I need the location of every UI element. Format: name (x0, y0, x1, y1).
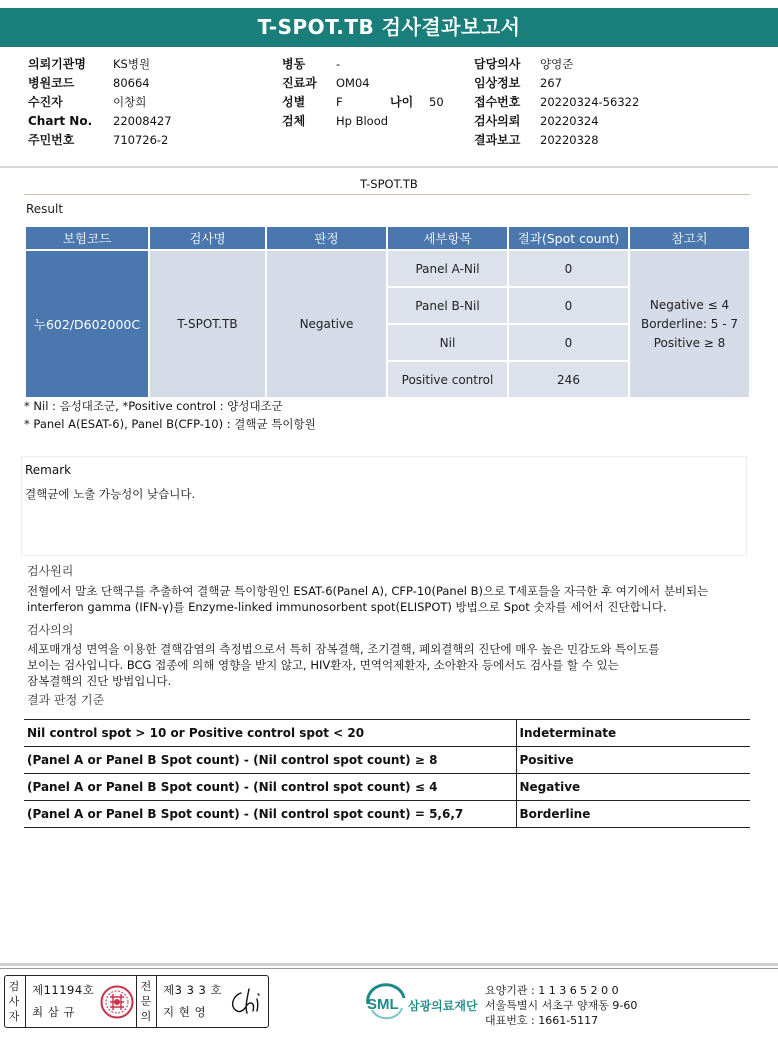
specialist-label-char: 전 (140, 980, 152, 993)
info-value: F (336, 95, 343, 109)
examiner-label-char: 사 (8, 995, 20, 1008)
info-row (28, 74, 172, 93)
info-row (474, 112, 639, 131)
info-label: 진료과 (282, 76, 317, 90)
footer-rule (0, 968, 778, 969)
header-divider (0, 166, 778, 168)
info-row (28, 55, 172, 74)
table-row (24, 747, 750, 774)
divider (25, 976, 26, 1027)
info-label: 병동 (282, 57, 306, 71)
criteria-condition: (Panel A or Panel B Spot count) - (Nil control spot count) ≤ 4 (24, 774, 516, 801)
table-row (24, 774, 750, 801)
criteria-result: Borderline (516, 801, 750, 828)
header-insurance-code: 보험코드 (25, 226, 149, 250)
header-detail-item: 세부항목 (387, 226, 508, 250)
info-row (28, 131, 172, 150)
info-row (282, 93, 444, 112)
significance-line: 잠복결핵의 진단 방법입니다. (27, 674, 172, 688)
spot-count-cell: 0 (508, 287, 629, 324)
logo-letters: SML (367, 996, 399, 1013)
info-label: 담당의사 (474, 57, 521, 71)
info-value: 이창희 (113, 95, 147, 109)
report-title: T-SPOT.TB 검사결과보고서 (0, 8, 778, 47)
info-value: OM04 (336, 76, 370, 90)
info-value: 20220324-56322 (540, 95, 640, 109)
sml-logo (364, 982, 484, 1024)
remark-box (21, 456, 747, 556)
org-info-line: 대표번호 : 1661-5117 (485, 1014, 599, 1027)
info-label: 주민번호 (28, 133, 75, 147)
examiner-name: 최 삼 규 (32, 1005, 76, 1019)
remark-label: Remark (25, 463, 72, 477)
criteria-table (24, 719, 750, 828)
criteria-condition: Nil control spot > 10 or Positive control spot < 20 (24, 720, 516, 747)
result-header-row (25, 226, 750, 250)
detail-item-cell: Panel B-Nil (387, 287, 508, 324)
reference-line: Borderline: 5 - 7 (641, 316, 738, 331)
spot-count-cell: 0 (508, 324, 629, 361)
info-row (474, 55, 639, 74)
examiner-label (5, 976, 23, 1027)
judgement-cell: Negative (266, 250, 387, 398)
handwritten-signature-icon (227, 985, 267, 1017)
section-title: T-SPOT.TB (360, 177, 418, 191)
reference-line: Negative ≤ 4 (649, 297, 730, 312)
test-name-cell: T-SPOT.TB (149, 250, 266, 398)
criteria-result: Indeterminate (516, 720, 750, 747)
info-value: 양영준 (540, 57, 574, 71)
remark-text: 결핵균에 노출 가능성이 낮습니다. (25, 487, 196, 501)
footnote-panel: * Panel A(ESAT-6), Panel B(CFP-10) : 결핵균 특이항원 (24, 417, 316, 431)
info-row (28, 93, 172, 112)
info-row (474, 74, 639, 93)
info-value: 20220324 (540, 114, 599, 128)
result-table (24, 225, 751, 399)
table-row (24, 720, 750, 747)
table-row (25, 250, 750, 287)
info-value: KS병원 (113, 57, 151, 71)
header-judgement: 판정 (266, 226, 387, 250)
examiner-label-char: 자 (8, 1010, 20, 1023)
info-row (474, 93, 639, 112)
specialist-license (163, 979, 222, 1023)
section-rule (24, 194, 750, 195)
examiner-label-char: 검 (8, 980, 20, 993)
info-row (282, 55, 444, 74)
info-label: 검체 (282, 114, 306, 128)
specialist-label (137, 976, 155, 1027)
spot-count-cell: 246 (508, 361, 629, 398)
info-row (282, 74, 444, 93)
patient-info-col3 (474, 55, 639, 150)
significance-label: 검사의의 (27, 623, 74, 637)
significance-text (27, 641, 751, 689)
criteria-result: Positive (516, 747, 750, 774)
detail-item-cell: Positive control (387, 361, 508, 398)
header-spot-count: 결과(Spot count) (508, 226, 629, 250)
signature-box (4, 975, 269, 1028)
principle-text (27, 583, 751, 615)
significance-line: 세포매개성 면역을 이용한 결핵감염의 측정법으로서 특히 잠복결핵, 조기결핵, 폐외결핵의 진단에 매우 높은 민감도와 특이도를 (27, 642, 660, 656)
principle-label: 검사원리 (27, 564, 74, 578)
principle-line: 전혈에서 말초 단핵구를 추출하여 결핵균 특이항원인 ESAT-6(Panel A), CFP-10(Panel B)으로 T세포들을 자극한 후 여기에서 분비되는 (27, 584, 709, 598)
detail-item-cell: Panel A-Nil (387, 250, 508, 287)
examiner-no: 제11194호 (32, 983, 95, 997)
reference-cell (629, 250, 750, 398)
info-value: 710726-2 (113, 133, 169, 147)
org-name: 삼광의료재단 (408, 999, 478, 1013)
examiner-license (32, 979, 94, 1023)
info-label: 검사의뢰 (474, 114, 521, 128)
info-label: 접수번호 (474, 95, 521, 109)
criteria-result: Negative (516, 774, 750, 801)
criteria-condition: (Panel A or Panel B Spot count) - (Nil control spot count) ≥ 8 (24, 747, 516, 774)
principle-line: interferon gamma (IFN-γ)를 Enzyme-linked immunosorbent spot(ELISPOT) 방법으로 Spot 숫자를 세어서 진단합니다. (27, 600, 667, 614)
patient-info-col2 (282, 55, 444, 131)
info-label: 성별 (282, 95, 306, 109)
specialist-label-char: 의 (140, 1010, 152, 1023)
info-label: 의뢰기관명 (28, 57, 86, 71)
divider (156, 976, 157, 1027)
info-row (282, 112, 444, 131)
org-info-line: 서울특별시 서초구 양재동 9-60 (485, 999, 638, 1012)
specialist-no: 제3 3 3 호 (163, 983, 223, 997)
header-reference: 참고치 (629, 226, 750, 250)
info-label: 임상정보 (474, 76, 521, 90)
spot-count-cell: 0 (508, 250, 629, 287)
info-label: 결과보고 (474, 133, 521, 147)
significance-line: 보이는 검사입니다. BCG 접종에 의해 영향을 받지 않고, HIV환자, 면역억제환자, 소아환자 등에서도 검사를 할 수 있는 (27, 658, 619, 672)
info-value: 267 (540, 76, 562, 90)
info-row (474, 131, 639, 150)
info-value: 20220328 (540, 133, 599, 147)
info-value: 80664 (113, 76, 150, 90)
info-label: 수진자 (28, 95, 63, 109)
org-info-line: 요양기관 : 1 1 3 6 5 2 0 0 (485, 984, 619, 997)
criteria-condition: (Panel A or Panel B Spot count) - (Nil control spot count) = 5,6,7 (24, 801, 516, 828)
header-test-name: 검사명 (149, 226, 266, 250)
info-row (28, 112, 172, 131)
table-row (24, 801, 750, 828)
sml-logo-icon (364, 982, 408, 1022)
age-value: 50 (429, 95, 444, 109)
info-label: Chart No. (28, 114, 93, 128)
org-info (485, 983, 637, 1028)
reference-line: Positive ≥ 8 (653, 335, 726, 350)
info-value: - (336, 57, 341, 71)
info-label: 병원코드 (28, 76, 75, 90)
result-label: Result (26, 202, 64, 216)
info-value: Hp Blood (336, 114, 389, 128)
info-value: 22008427 (113, 114, 172, 128)
insurance-code-cell: 누602/D602000C (25, 250, 149, 398)
seal-stamp-icon (100, 985, 134, 1019)
footnote-nil: * Nil : 음성대조군, *Positive control : 양성대조군 (24, 399, 283, 413)
detail-item-cell: Nil (387, 324, 508, 361)
footer-divider (0, 963, 778, 966)
criteria-label: 결과 판정 기준 (27, 693, 105, 707)
patient-info-col1 (28, 55, 172, 150)
specialist-label-char: 문 (140, 995, 152, 1008)
specialist-name: 지 현 영 (163, 1005, 207, 1019)
age-label: 나이 (390, 95, 414, 109)
